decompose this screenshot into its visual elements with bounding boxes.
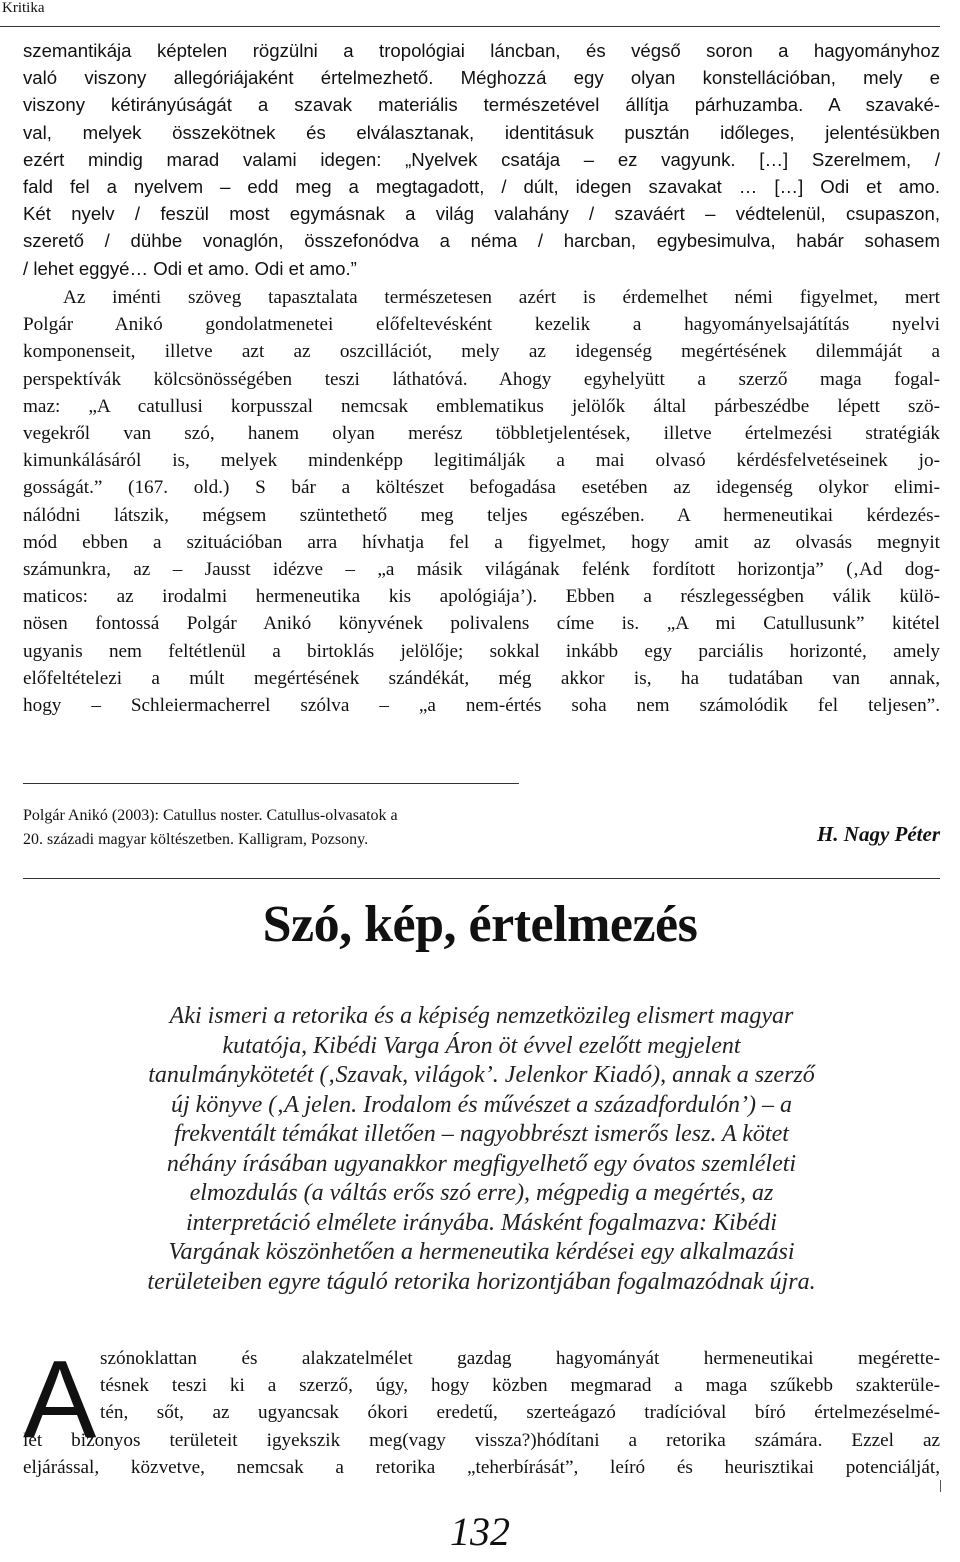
text-line: ezért mindig marad valami idegen: „Nyelvek csatája – ez vagyunk. […] Szerelmem, / [23, 148, 940, 170]
continued-paragraph [23, 37, 940, 282]
article-lead [23, 1002, 940, 1297]
text-line: komponenseit, illetve azt az oszcillációt, mely az idegenség megértésének dilemmáját a [23, 341, 940, 363]
article-body [23, 1338, 940, 1481]
text-line: nálódni látszik, mégsem szüntethető meg teljes egészében. A hermeneutikai kérdezés- [23, 504, 940, 526]
text-line: val, melyek összekötnek és elválasztanak, identitásuk pusztán időleges, jelentésükben [23, 121, 940, 143]
author-signature: H. Nagy Péter [816, 822, 940, 846]
text-line: Két nyelv / feszül most egymásnak a világ valahány / szaváért – védtelenül, csupaszon, [23, 203, 940, 225]
article-title: Szó, kép, értelmezés [262, 896, 698, 953]
text-line: való viszony allegóriájaként értelmezhető. Méghozzá egy olyan konstellációban, mely e [23, 67, 940, 89]
footnote-divider [23, 783, 519, 784]
text-line: szónoklattan és alakzatelmélet gazdag hagyományát hermeneutikai megérette- [100, 1348, 940, 1369]
lead-line: kutatója, Kibédi Varga Áron öt évvel ezelőtt megjelent [222, 1032, 741, 1059]
footnote-line: 20. századi magyar költészetben. Kalligram, Pozsony. [23, 831, 369, 848]
text-line: ugyanis nem feltétlenül a birtoklás jelölője; sokkal inkább egy parciális horizonté, amely [23, 640, 940, 662]
text-line: maz: „A catullusi korpusszal nemcsak emblematikus jelölők által párbeszédbe lépett szö- [23, 395, 940, 417]
text-line: maticos: az irodalmi hermeneutika kis apológiája’). Ebben a részlegességben válik külö- [23, 586, 940, 608]
text-line: kimunkálásáról is, melyek mindenképp legitimálják a mai olvasó kérdésfelvetéseinek jo- [23, 450, 940, 472]
lead-line: néhány írásában ugyanakkor megfigyelhető egy óvatos szemléleti [166, 1150, 797, 1177]
text-line: gosságát.” (167. old.) S bár a költészet befogadása esetében az idegenség olykor elimi- [23, 477, 940, 499]
drop-cap: A [23, 1338, 97, 1461]
text-line: szerető / dühbe vonaglón, összefonódva a néma / harcban, egybesimulva, habár sohasem [23, 230, 940, 252]
text-line: szemantikája képtelen rögzülni a tropológiai láncban, és végső soron a hagyományhoz [23, 40, 940, 61]
margin-mark [940, 1480, 941, 1492]
text-line: tén, sőt, az ugyancsak ókori eredetű, szerteágazó tradícióval bíró értelmezéselmé- [100, 1402, 940, 1424]
text-line: let bizonyos területeit igyekszik meg(vagy vissza?)hódítani a retorika számára. Ezzel az [23, 1429, 940, 1451]
footnote-line: Polgár Anikó (2003): Catullus noster. Catullus-olvasatok a [23, 807, 398, 824]
text-line: eljárással, közvetve, nemcsak a retorika „teherbírását”, leíró és heurisztikai potenciálját, [23, 1456, 940, 1478]
text-line: fald fel a nyelvem – edd meg a megtagadott, / dúlt, idegen szavakat … […] Odi et amo. [23, 176, 940, 198]
lead-line: Vargának köszönhetően a hermeneutika kérdései egy alkalmazási [168, 1239, 795, 1265]
text-line: hogy – Schleiermacherrel szólva – „a nem-értés soha nem számolódik fel teljesen”. [23, 695, 940, 717]
section-divider [23, 878, 940, 879]
page-number: 132 [450, 1509, 510, 1554]
bibliographic-note [23, 804, 543, 852]
review-paragraph [23, 284, 940, 719]
text-line: Polgár Anikó gondolatmenetei előfeltevésként kezelik a hagyományelsajátítás nyelvi [23, 314, 940, 336]
text-line: mód ebben a szituációban arra hívhatja fel a figyelmet, hogy amit az olvasás megnyit [23, 531, 940, 553]
lead-line: tanulmánykötetét (‚Szavak, világok’. Jelenkor Kiadó), annak a szerző [148, 1062, 815, 1088]
text-line: Az iménti szöveg tapasztalata természetesen azért is érdemelhet némi figyelmet, mert [63, 287, 940, 308]
text-line: viszony kétirányúságát a szavak materiális természetével állítja párhuzamba. A szavaké- [23, 94, 940, 116]
text-line: / lehet eggyé… Odi et amo. Odi et amo.” [23, 257, 357, 279]
lead-line: elmozdulás (a váltás erős szó erre), mégpedig a megértés, az [189, 1180, 774, 1206]
text-line: tésnek teszi ki a szerző, úgy, hogy közben megmarad a maga szűkebb szakterüle- [100, 1375, 940, 1397]
text-line: előfeltételezi a múlt megértésének szándékát, még akkor is, ha tudatában van annak, [23, 667, 940, 689]
section-label: Kritika [2, 0, 45, 16]
running-header [0, 0, 940, 27]
text-line: perspektívák kölcsönösségében teszi láthatóvá. Ahogy egyhelyütt a szerző maga fogal- [23, 368, 940, 390]
lead-line: frekventált témákat illetően – nagyobbrészt ismerős lesz. A kötet [174, 1121, 789, 1147]
text-line: számunkra, az – Jausst idézve – „a másik világának felénk fordított horizontja” (‚Ad dog- [23, 559, 940, 581]
lead-line: interpretáció elmélete irányába. Másként fogalmazva: Kibédi [186, 1209, 777, 1236]
lead-line: új könyve (‚A jelen. Irodalom és művészet a századfordulón’) – a [171, 1091, 792, 1118]
lead-line: területeiben egyre táguló retorika horizontjában fogalmazódnak újra. [147, 1268, 816, 1295]
text-line: vegekről van szó, hanem olyan merész többletjelentések, illetve értelmezési stratégiák [23, 423, 940, 445]
text-line: nösen fontossá Polgár Anikó könyvének polivalens címe is. „A mi Catullusunk” kitétel [23, 613, 940, 635]
lead-line: Aki ismeri a retorika és a képiség nemzetközileg elismert magyar [169, 1003, 794, 1029]
